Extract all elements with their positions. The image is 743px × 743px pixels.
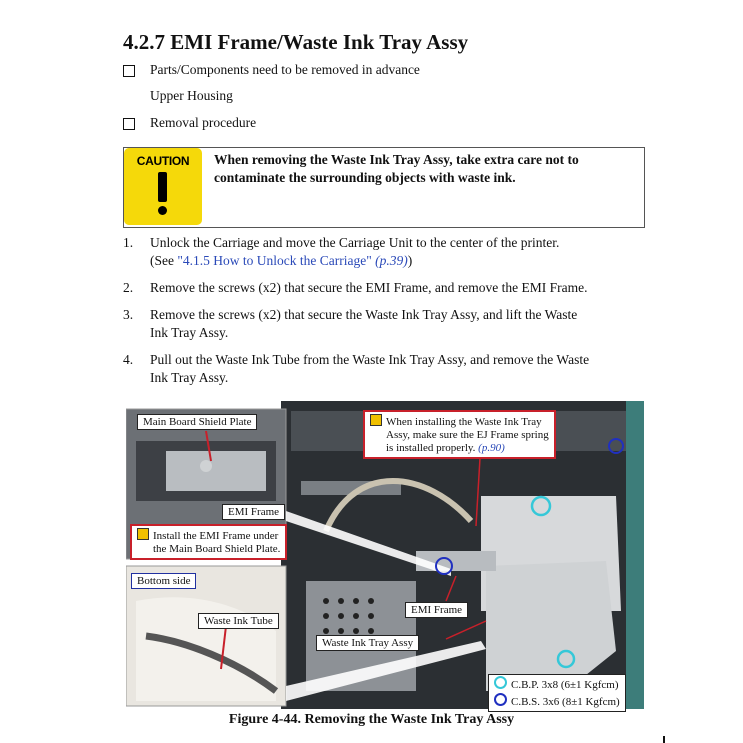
checkbox-icon [123,65,135,77]
step-number: 1. [123,235,134,250]
note-icon [370,414,382,426]
step-number: 4. [123,352,134,367]
emi-frame-inset-label: EMI Frame [222,504,285,520]
waste-ink-tube-label: Waste Ink Tube [198,613,279,629]
step-1-line1: Unlock the Carriage and move the Carriage Unit to the center of the printer. [150,235,560,250]
emi-frame-main-label: EMI Frame [405,602,468,618]
step-2-line1: Remove the screws (x2) that secure the EMI Frame, and remove the EMI Frame. [150,280,588,295]
exclamation-icon [158,172,167,202]
caution-text: When removing the Waste Ink Tray Assy, take extra care not to contaminate the surrounding objects with waste ink. [214,152,579,185]
page-ref-link[interactable]: (p.39) [371,253,408,268]
procedure-label: Removal procedure [150,115,257,130]
ej-frame-note: When installing the Waste Ink Tray Assy, make sure the EJ Frame spring is installed properly. (p.90) [363,410,556,459]
main-board-shield-label: Main Board Shield Plate [137,414,257,430]
caution-badge [124,148,202,225]
checkbox-icon [123,118,135,130]
step-4-line2: Ink Tray Assy. [150,370,229,385]
step-3-line2: Ink Tray Assy. [150,325,229,340]
cbp-screw-icon [494,676,507,689]
step-number: 2. [123,280,134,295]
prerequisite-item: Upper Housing [150,88,233,103]
caution-label: CAUTION [136,154,190,168]
step-4-line1: Pull out the Waste Ink Tube from the Waste Ink Tray Assy, and remove the Waste [150,352,590,367]
screw-legend: C.B.P. 3x8 (6±1 Kgfcm) C.B.S. 3x6 (8±1 Kgfcm) [488,674,626,712]
page-mark [663,736,665,743]
prerequisites-label: Parts/Components need to be removed in advance [150,62,420,77]
cbs-screw-icon [494,693,507,706]
note-icon [137,528,149,540]
section-title: 4.2.7 EMI Frame/Waste Ink Tray Assy [123,30,469,54]
unlock-carriage-link[interactable]: "4.1.5 How to Unlock the Carriage" [177,253,372,268]
install-note: Install the EMI Frame under the Main Board Shield Plate. [130,524,287,560]
ej-note-page-link[interactable]: (p.90) [478,442,505,454]
figure-caption: Figure 4-44. Removing the Waste Ink Tray Assy [228,712,515,727]
waste-ink-tray-label: Waste Ink Tray Assy [316,635,419,651]
step-number: 3. [123,307,134,322]
step-1-line2: (See "4.1.5 How to Unlock the Carriage" (p.39)) [150,253,413,268]
bottom-side-label: Bottom side [131,573,196,589]
step-3-line1: Remove the screws (x2) that secure the Waste Ink Tray Assy, and lift the Waste [150,307,578,322]
